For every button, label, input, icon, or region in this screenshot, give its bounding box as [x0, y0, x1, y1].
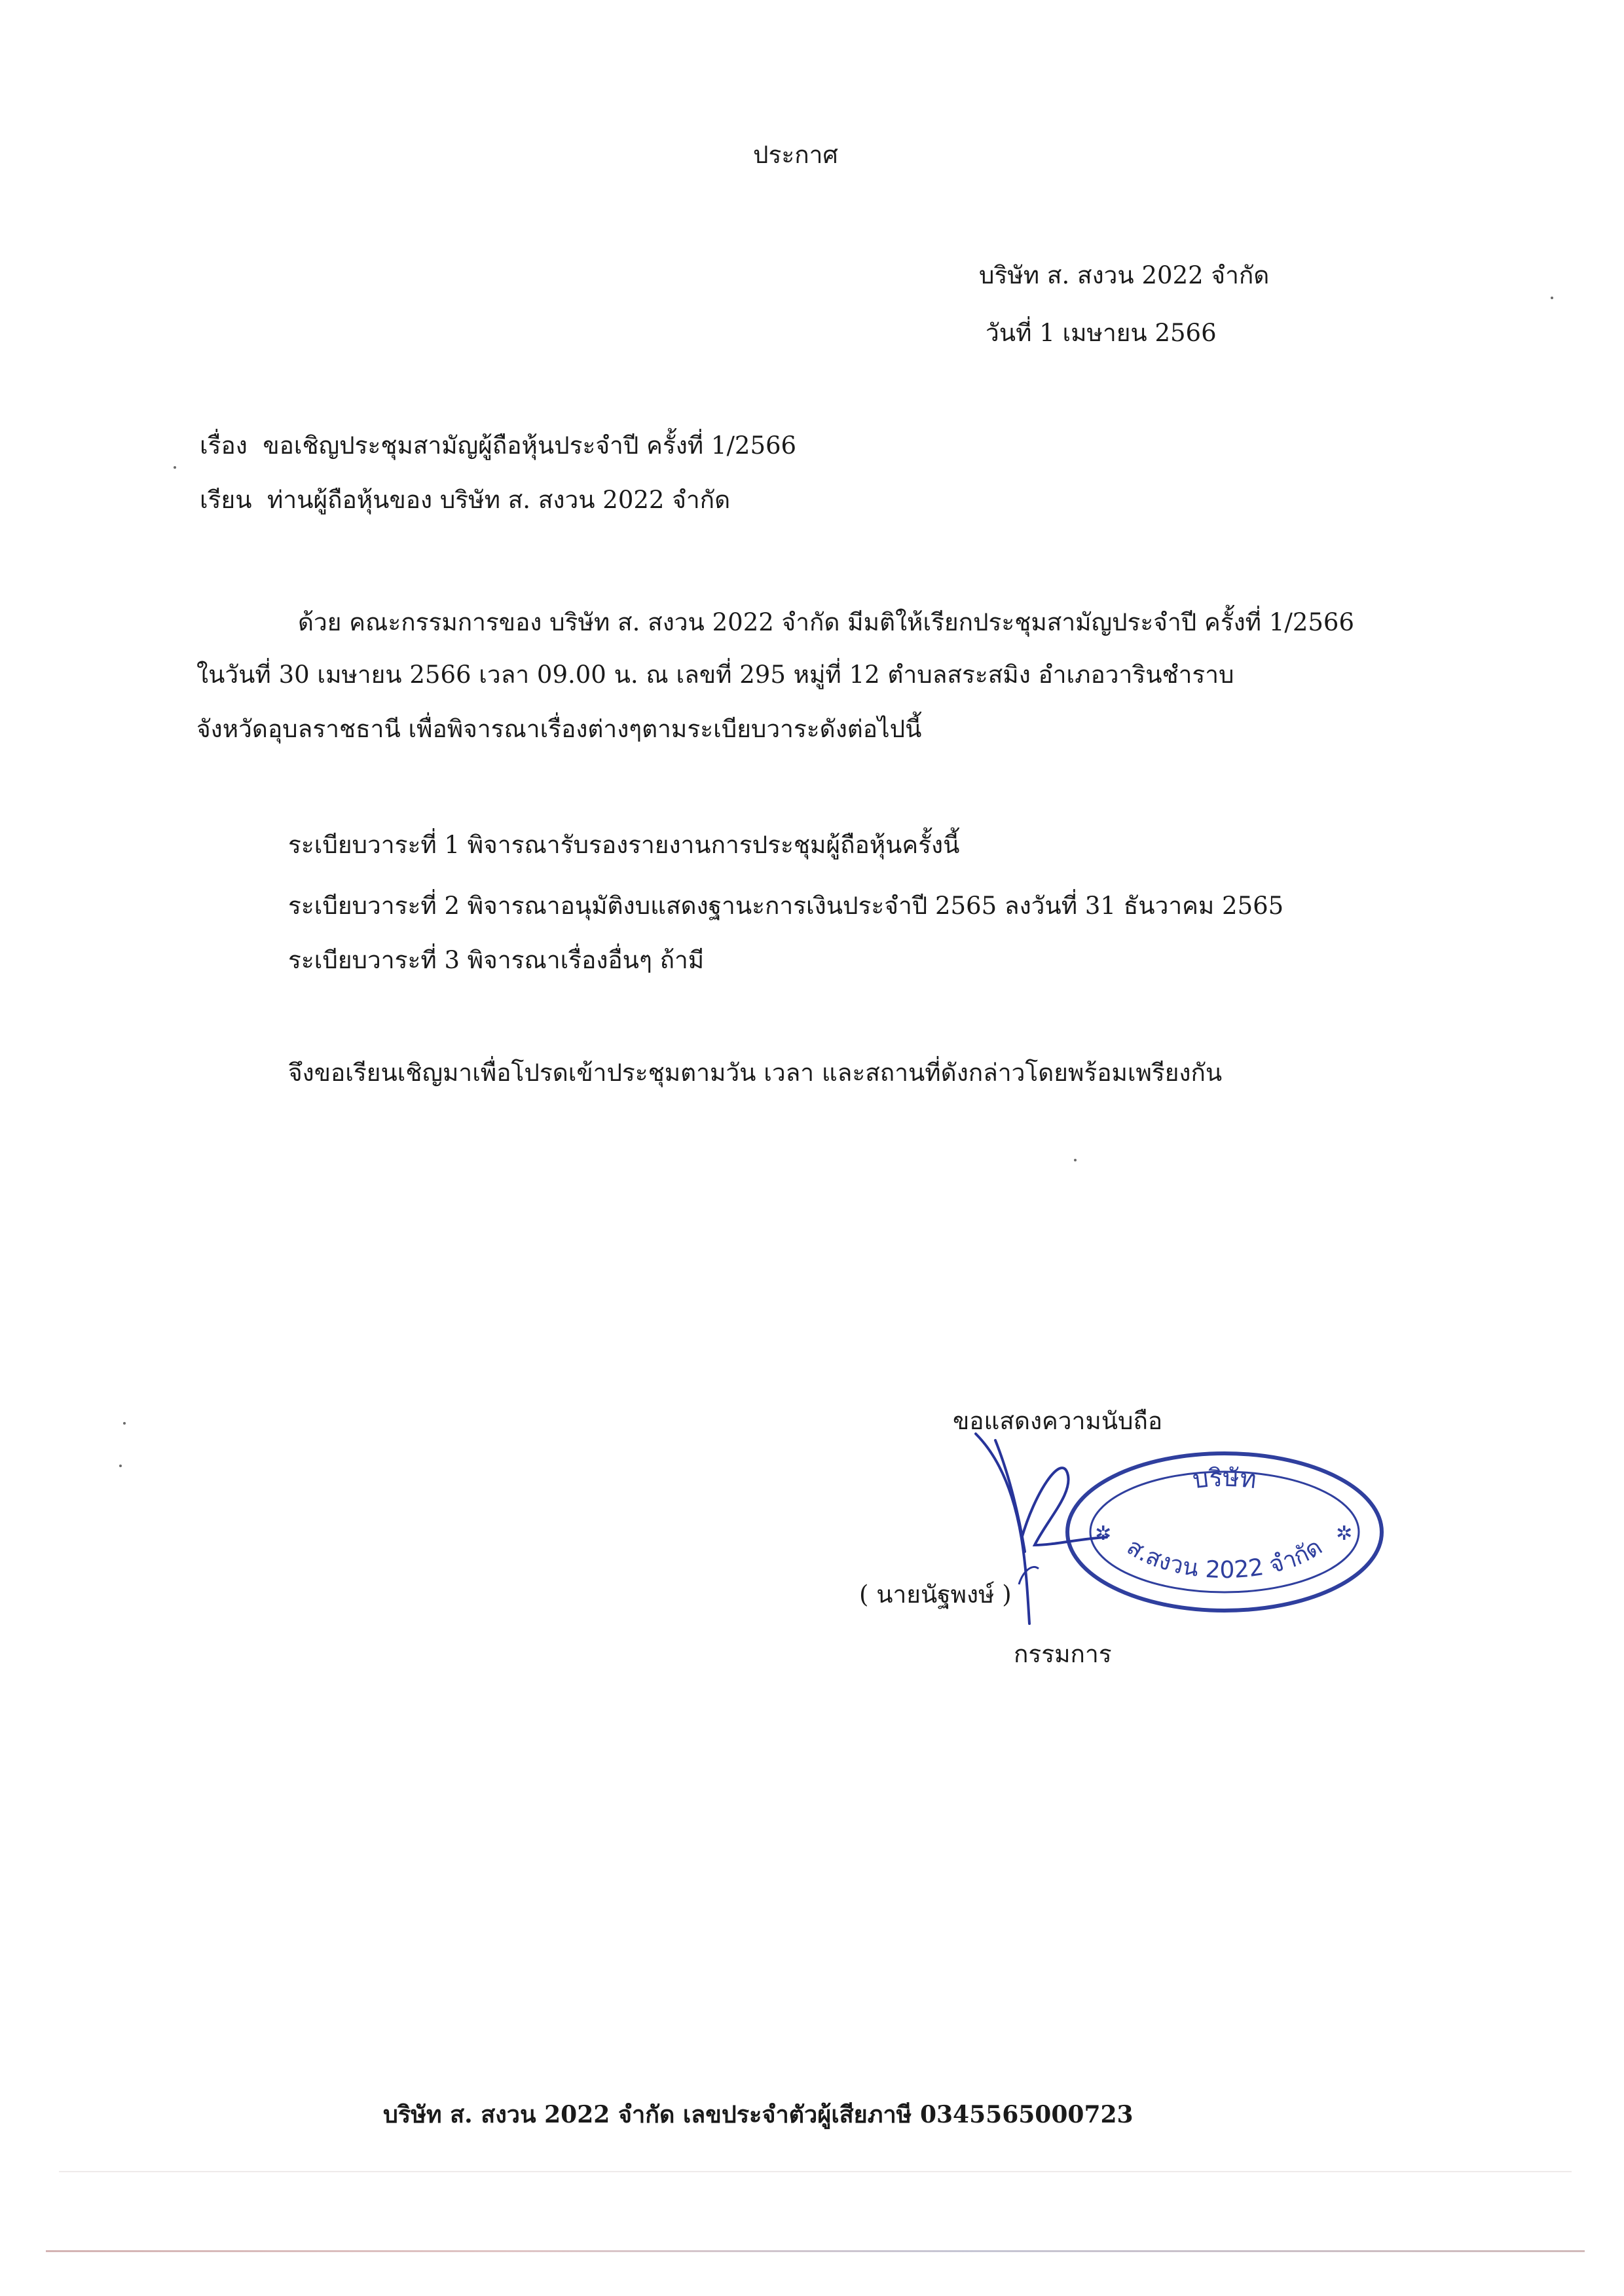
subject-text: ขอเชิญประชุมสามัญผู้ถือหุ้นประจำปี ครั้งที่ 1/2566	[263, 431, 797, 460]
scan-speck	[123, 1422, 126, 1425]
body-line-3: จังหวัดอุบลราชธานี เพื่อพิจารณาเรื่องต่างๆตามระเบียบวาระดังต่อไปนี้	[196, 715, 922, 743]
scan-speck	[1074, 1159, 1077, 1161]
footer-divider	[46, 2250, 1585, 2252]
recipient-label: เรียน	[200, 486, 252, 514]
stamp-star-left-icon: ✲	[1095, 1522, 1112, 1545]
recipient-text: ท่านผู้ถือหุ้นของ บริษัท ส. สงวน 2022 จำกัด	[267, 486, 731, 514]
faint-divider	[59, 2171, 1572, 2172]
stamp-top-text: บริษัท	[1190, 1463, 1259, 1495]
subject-label: เรื่อง	[200, 431, 248, 460]
closing-text: จึงขอเรียนเชิญมาเพื่อโปรดเข้าประชุมตามวัน เวลา และสถานที่ดังกล่าวโดยพร้อมเพรียงกัน	[288, 1059, 1223, 1087]
body-line-1: ด้วย คณะกรรมการของ บริษัท ส. สงวน 2022 จำกัด มีมติให้เรียกประชุมสามัญประจำปี ครั้งที่ 1/2566	[298, 608, 1355, 636]
signatory-name: ( นายนัฐพงษ์ )	[859, 1580, 1012, 1609]
body-line-2: ในวันที่ 30 เมษายน 2566 เวลา 09.00 น. ณ เลขที่ 295 หมู่ที่ 12 ตำบลสระสมิง อำเภอวารินชำราบ	[196, 661, 1234, 689]
footer-company-tax: บริษัท ส. สงวน 2022 จำกัด เลขประจำตัวผู้เสียภาษี 0345565000723	[383, 2101, 1134, 2128]
recipient-line	[200, 488, 730, 512]
scan-speck	[174, 466, 176, 469]
signature-salutation: ขอแสดงความนับถือ	[953, 1407, 1163, 1435]
agenda-item-3: ระเบียบวาระที่ 3 พิจารณาเรื่องอื่นๆ ถ้ามี	[288, 946, 705, 974]
agenda-item-1: ระเบียบวาระที่ 1 พิจารณารับรองรายงานการประชุมผู้ถือหุ้นครั้งนี้	[288, 831, 960, 859]
scan-speck	[1551, 297, 1553, 299]
signatory-position: กรรมการ	[1014, 1640, 1112, 1668]
document-date: วันที่ 1 เมษายน 2566	[986, 319, 1217, 347]
agenda-item-2: ระเบียบวาระที่ 2 พิจารณาอนุมัติงบแสดงฐานะการเงินประจำปี 2565 ลงวันที่ 31 ธันวาคม 2565	[288, 892, 1284, 920]
company-name: บริษัท ส. สงวน 2022 จำกัด	[979, 261, 1270, 289]
document-title: ประกาศ	[753, 141, 838, 169]
handwritten-signature	[956, 1414, 1153, 1630]
stamp-star-right-icon: ✲	[1336, 1522, 1353, 1545]
subject-line	[200, 433, 796, 458]
scan-speck	[119, 1465, 122, 1467]
stamp-bottom-text: ส.สงวน 2022 จำกัด	[1122, 1533, 1327, 1584]
